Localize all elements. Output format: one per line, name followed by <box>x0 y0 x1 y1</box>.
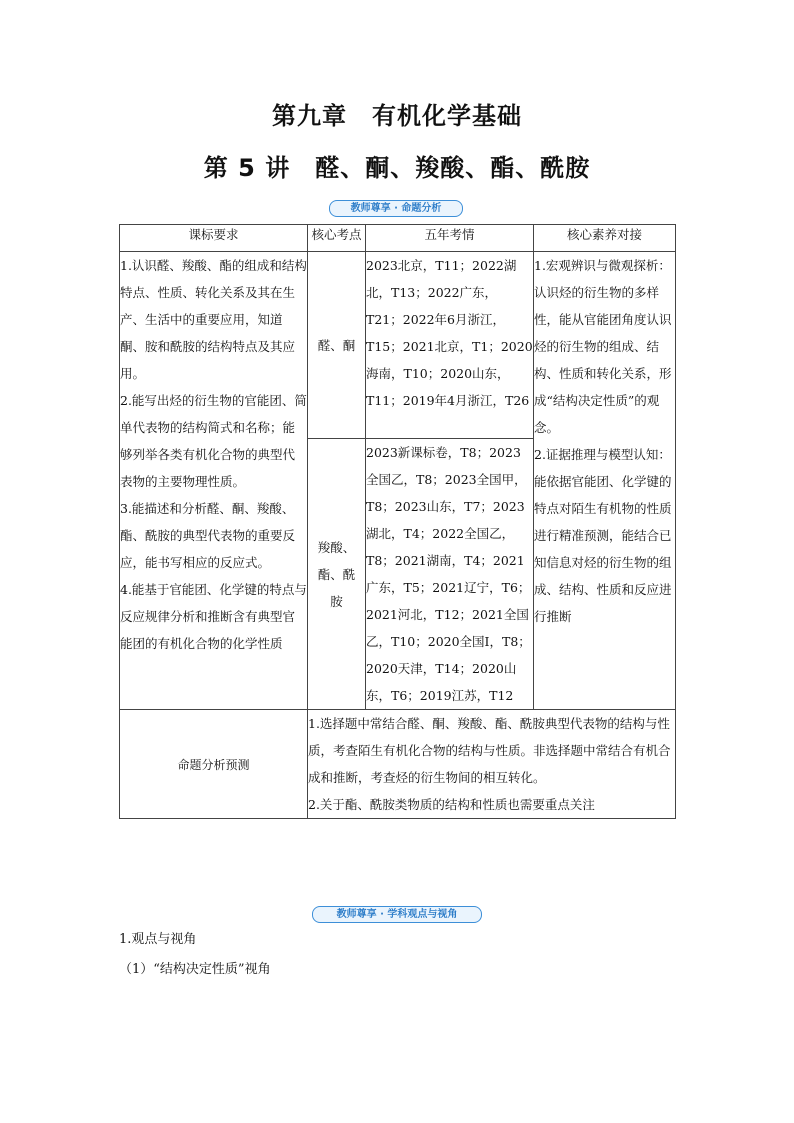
prediction-label: 命题分析预测 <box>120 710 308 819</box>
teacher-badge-analysis: 教师尊享 · 命题分析 <box>329 200 463 217</box>
requirement-item: 3.能描述和分析醛、酮、羧酸、酯、酰胺的典型代表物的重要反应，能书写相应的反应式。 <box>120 501 296 570</box>
analysis-table <box>119 224 676 819</box>
header-exam-history: 五年考情 <box>366 225 534 252</box>
prediction-item: 1.选择题中常结合醛、酮、羧酸、酯、酰胺典型代表物的结构与性质，考查陌生有机化合物的结构与性质。非选择题中常结合有机合成和推断，考查烃的衍生物间的相互转化。 <box>308 716 671 785</box>
header-topics: 核心考点 <box>308 225 366 252</box>
table-header-row <box>120 225 676 252</box>
literacy-cell <box>534 252 676 710</box>
exam-history-2: 2023新课标卷，T8；2023全国乙，T8；2023全国甲，T8；2023山东，T7；2023湖北，T4；2022全国乙，T8；2021湖南，T4；2021广东，T5；2021辽宁，T6；2021河北，T12；2021全国乙，T10；2020全国Ⅰ，T8；2020天津，T14；2020山东，T6；2019江苏，T12 <box>366 439 534 710</box>
literacy-item: 1.宏观辨识与微观探析：认识烃的衍生物的多样性，能从官能团角度认识烃的衍生物的组成、结构、性质和转化关系，形成“结构决定性质”的观念。 <box>534 258 672 435</box>
prediction-item: 2.关于酯、酰胺类物质的结构和性质也需要重点关注 <box>308 797 595 812</box>
topic-acid-ester-amide: 羧酸、酯、酰胺 <box>308 439 366 710</box>
requirements-cell <box>120 252 308 710</box>
section-heading: 1.观点与视角 <box>119 932 197 947</box>
header-literacy: 核心素养对接 <box>534 225 676 252</box>
table-row <box>120 710 676 819</box>
table-row <box>120 252 676 439</box>
teacher-badge-perspective: 教师尊享 · 学科观点与视角 <box>312 906 482 923</box>
subsection-heading: （1）“结构决定性质”视角 <box>119 962 271 977</box>
literacy-item: 2.证据推理与模型认知：能依据官能团、化学键的特点对陌生有机物的性质进行精准预测，能结合已知信息对烃的衍生物的组成、结构、性质和反应进行推断 <box>534 447 672 624</box>
topic-aldehyde-ketone: 醛、酮 <box>308 252 366 439</box>
requirement-item: 1.认识醛、羧酸、酯的组成和结构特点、性质、转化关系及其在生产、生活中的重要应用，知道酮、胺和酰胺的结构特点及其应用。 <box>120 258 307 381</box>
header-requirements: 课标要求 <box>120 225 308 252</box>
requirement-item: 2.能写出烃的衍生物的官能团、简单代表物的结构简式和名称；能够列举各类有机化合物的典型代表物的主要物理性质。 <box>120 393 307 489</box>
prediction-cell <box>308 710 676 819</box>
exam-history-1: 2023北京，T11；2022湖北，T13；2022广东，T21；2022年6月浙江，T15；2021北京，T1；2020海南，T10；2020山东，T11；2019年4月浙江，T26 <box>366 252 534 439</box>
requirement-item: 4.能基于官能团、化学键的特点与反应规律分析和推断含有典型官能团的有机化合物的化学性质 <box>120 582 307 651</box>
lesson-title: 第 5 讲 醛、酮、羧酸、酯、酰胺 <box>203 154 591 182</box>
chapter-title: 第九章 有机化学基础 <box>272 102 522 130</box>
